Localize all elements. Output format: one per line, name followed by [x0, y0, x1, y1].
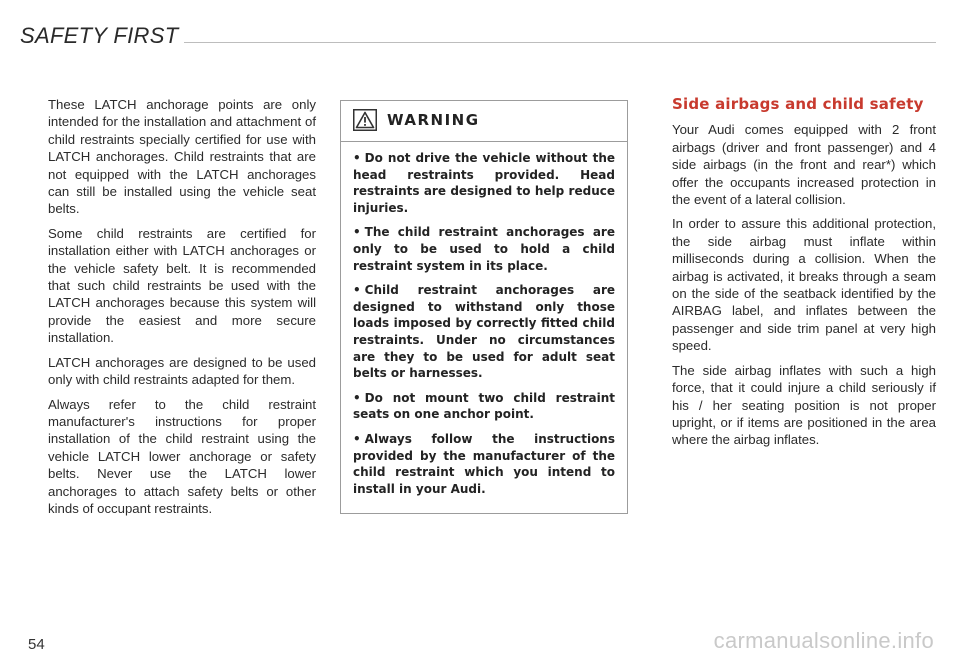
right-paragraph-2: In order to assure this additional protection, the side airbag must inflate within milliseconds during a collision. When the airbag is activated, it breaks through a seam on the side of the seatback identified by the AIRBAG label, and inflates between the passenger and side trim panel at very high speed. — [672, 216, 936, 354]
page-header — [20, 16, 936, 56]
side-airbag-heading: Side airbags and child safety — [672, 95, 924, 113]
warning-item — [353, 150, 615, 216]
warning-item-text: Do not mount two child restraint seats on one anchor point. — [353, 390, 615, 422]
warning-item — [353, 431, 615, 497]
header-rule — [184, 42, 936, 43]
warning-box — [340, 100, 628, 514]
bullet: • — [353, 390, 361, 405]
warning-item-text: Child restraint anchorages are designed to withstand only those loads imposed by correctly fitted child restraints. Under no circumstances are they to be used for adult seat belts or harnesses. — [353, 283, 615, 381]
watermark: carmanualsonline.info — [713, 628, 934, 653]
section-title: SAFETY FIRST — [20, 23, 179, 48]
warning-item-text: Always follow the instructions provided by the manufacturer of the child restraint which you intend to install in your Audi. — [353, 431, 615, 496]
warning-title: WARNING — [387, 111, 480, 129]
left-paragraph-3: LATCH anchorages are designed to be used only with child restraints adapted for them. — [48, 354, 316, 388]
warning-body — [341, 142, 627, 497]
bullet: • — [353, 283, 361, 298]
left-column — [48, 96, 316, 524]
warning-triangle-icon — [353, 109, 377, 131]
page-number: 54 — [28, 636, 45, 653]
warning-header — [341, 101, 627, 142]
left-paragraph-1: These LATCH anchorage points are only intended for the installation and attachment of child restraints specially certified for use with LATCH anchorages. Child restraints that are not equipped with the LATCH anchorages can still be installed using the vehicle seat belts. — [48, 97, 316, 217]
bullet: • — [353, 225, 361, 240]
warning-item-text: Do not drive the vehicle without the head restraints provided. Head restraints are designed to help reduce injuries. — [353, 151, 615, 215]
bullet: • — [353, 151, 361, 165]
right-paragraph-3: The side airbag inflates with such a high force, that it could injure a child seriously if his / her seating position is not proper upright, or if items are positioned in the area where the airbag inflates. — [672, 362, 936, 448]
right-paragraph-1: Your Audi comes equipped with 2 front airbags (driver and front passenger) and 4 side airbags (in the front and rear*) which offer the occupants increased protection in the event of a lateral collision. — [672, 122, 936, 208]
warning-item — [353, 282, 615, 382]
bullet: • — [353, 431, 361, 446]
warning-item — [353, 224, 615, 274]
right-column — [672, 96, 936, 456]
left-paragraph-4: Always refer to the child restraint manufacturer's instructions for proper installation of the child restraint using the vehicle LATCH lower anchorage or safety belts. Never use the LATCH lower anchorages to attach safety belts or other kinds of occupant restraints. — [48, 396, 316, 516]
warning-item-text: The child restraint anchorages are only to be used to hold a child restraint system in its place. — [353, 225, 615, 273]
warning-item — [353, 390, 615, 423]
left-paragraph-2: Some child restraints are certified for installation either with LATCH anchorages or the vehicle safety belt. It is recommended that such child restraints be used with the LATCH anchorages because this system will provide the easiest and more secure installation. — [48, 225, 316, 346]
